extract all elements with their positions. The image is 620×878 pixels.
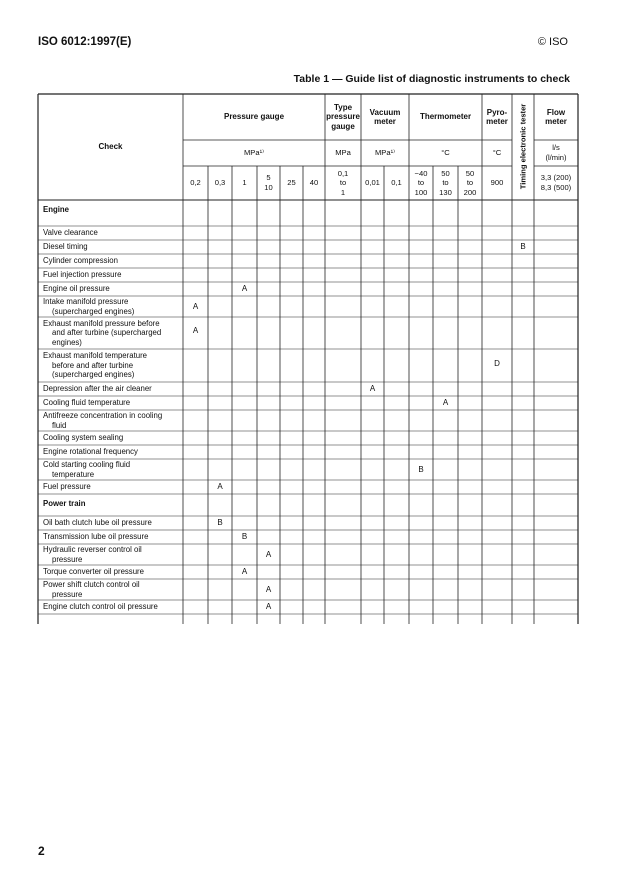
check-label-text: Cooling fluid temperature	[43, 398, 131, 408]
check-label-text: Engine rotational frequency	[43, 447, 138, 457]
check-row-label	[43, 516, 182, 530]
check-label-continuation: pressure	[52, 554, 83, 564]
check-row-label	[43, 579, 182, 600]
check-row-label	[43, 600, 182, 614]
instrument-mark: A	[192, 326, 199, 335]
page-number: 2	[38, 844, 45, 858]
check-label-text: Power shift clutch control oil	[43, 579, 140, 589]
range-cell: 5 10	[264, 173, 273, 192]
check-label-text: Fuel pressure	[43, 482, 91, 492]
instrument-mark: D	[494, 359, 500, 368]
thermometer-header: Thermometer	[419, 112, 472, 122]
check-row-label	[43, 431, 182, 445]
check-row-label	[43, 317, 182, 349]
table-title: Table 1 — Guide list of diagnostic instruments to check	[293, 73, 570, 85]
check-label-text: Transmission lube oil pressure	[43, 532, 149, 542]
flow-meter-unit: l/s (l/min)	[545, 143, 567, 162]
check-label-text: Cylinder compression	[43, 256, 118, 266]
check-label-text: Exhaust manifold temperature	[43, 351, 148, 361]
instrument-mark: B	[241, 532, 248, 541]
check-row-label	[43, 226, 182, 240]
pressure-gauge-header: Pressure gauge	[223, 112, 285, 122]
check-label-continuation: temperature	[52, 469, 95, 479]
check-label-continuation: engines)	[52, 337, 82, 347]
instrument-mark: A	[442, 398, 449, 407]
timing-electronic-tester-header	[512, 94, 534, 198]
range-cell: 0,01	[365, 178, 380, 188]
range-cell: −40 to 100	[414, 168, 428, 197]
instrument-mark: A	[265, 584, 272, 594]
check-row-label	[43, 296, 182, 317]
range-cell: 50 to 200	[463, 168, 477, 197]
instrument-mark: A	[192, 301, 199, 311]
check-label-text: Power train	[43, 499, 86, 508]
check-row-label	[43, 565, 182, 579]
standard-number: ISO 6012:1997(E)	[38, 36, 132, 48]
range-cell: 3,3 (200) 8,3 (500)	[540, 173, 572, 192]
check-row-label	[43, 459, 182, 480]
check-label-text: Torque converter oil pressure	[43, 567, 144, 577]
check-label-text: Oil bath clutch lube oil pressure	[43, 518, 152, 528]
check-label-text: Exhaust manifold pressure before	[43, 318, 160, 328]
section-heading	[43, 494, 182, 516]
check-label-text: Cooling system sealing	[43, 433, 124, 443]
range-cell: 50 to 130	[439, 168, 452, 197]
check-label-continuation: fluid	[52, 420, 67, 430]
check-label-text: Diesel timing	[43, 242, 88, 252]
check-row-label	[43, 544, 182, 565]
type-pressure-gauge-unit: MPa	[335, 148, 351, 158]
range-cell: 0,1	[391, 178, 402, 188]
thermometer-unit: °C	[441, 148, 450, 158]
check-label-continuation: pressure	[52, 589, 83, 599]
check-label-text: Intake manifold pressure	[43, 296, 129, 306]
check-row-label	[43, 410, 182, 431]
check-row-label	[43, 382, 182, 396]
check-label-text: Depression after the air cleaner	[43, 384, 152, 394]
instrument-mark: A	[241, 567, 248, 576]
type-pressure-gauge-header: Type pressure gauge	[326, 102, 360, 131]
instrument-mark: A	[369, 384, 376, 393]
vacuum-meter-unit: MPa¹⁾	[374, 148, 395, 158]
check-label-text: Fuel injection pressure	[43, 270, 122, 280]
check-label-continuation: before and after turbine	[52, 360, 134, 370]
range-cell: 1	[242, 178, 247, 188]
check-row-label	[43, 282, 182, 296]
check-row-label	[43, 480, 182, 494]
range-cell: 900	[490, 178, 504, 188]
timing-electronic-tester-label: Timing electronic tester	[518, 103, 528, 189]
instrument-mark: A	[265, 602, 272, 611]
check-label-text: Engine	[43, 205, 69, 214]
check-row-label	[43, 445, 182, 459]
instrument-mark: A	[241, 284, 248, 293]
check-row-label	[43, 240, 182, 254]
check-row-label	[43, 530, 182, 544]
check-label-text: Hydraulic reverser control oil	[43, 544, 142, 554]
check-row-label	[43, 254, 182, 268]
check-row-label	[43, 268, 182, 282]
range-cell: 25	[287, 178, 296, 188]
range-cell: 0,1 to 1	[337, 168, 349, 197]
check-label-text: Engine oil pressure	[43, 284, 110, 294]
copyright-mark: © ISO	[537, 36, 568, 48]
check-header: Check	[98, 142, 123, 152]
pyrometer-unit: °C	[492, 148, 502, 158]
range-cell: 0,2	[190, 178, 201, 188]
check-label-text: Engine clutch control oil pressure	[43, 602, 158, 612]
range-cell: 0,3	[214, 178, 226, 188]
pressure-gauge-unit: MPa¹⁾	[243, 148, 264, 158]
check-label-text: Antifreeze concentration in cooling	[43, 410, 163, 420]
instrument-mark: B	[217, 518, 223, 527]
check-row-label	[43, 396, 182, 410]
check-label-text: Valve clearance	[43, 228, 98, 238]
pyrometer-header: Pyro- meter	[486, 107, 508, 126]
check-label-text: Cold starting cooling fluid	[43, 459, 131, 469]
instrument-mark: A	[217, 482, 223, 491]
range-cell: 40	[309, 178, 319, 188]
instrument-mark: B	[418, 464, 424, 474]
flow-meter-header: Flow meter	[545, 107, 567, 126]
section-heading	[43, 200, 182, 226]
vacuum-meter-header: Vacuum meter	[369, 107, 401, 126]
check-label-continuation: (supercharged engines)	[52, 370, 135, 380]
instrument-mark: A	[265, 549, 272, 559]
check-label-continuation: and after turbine (supercharged	[52, 328, 162, 338]
check-row-label	[43, 349, 182, 382]
instrument-mark: B	[520, 242, 526, 251]
check-label-continuation: (supercharged engines)	[52, 306, 135, 316]
